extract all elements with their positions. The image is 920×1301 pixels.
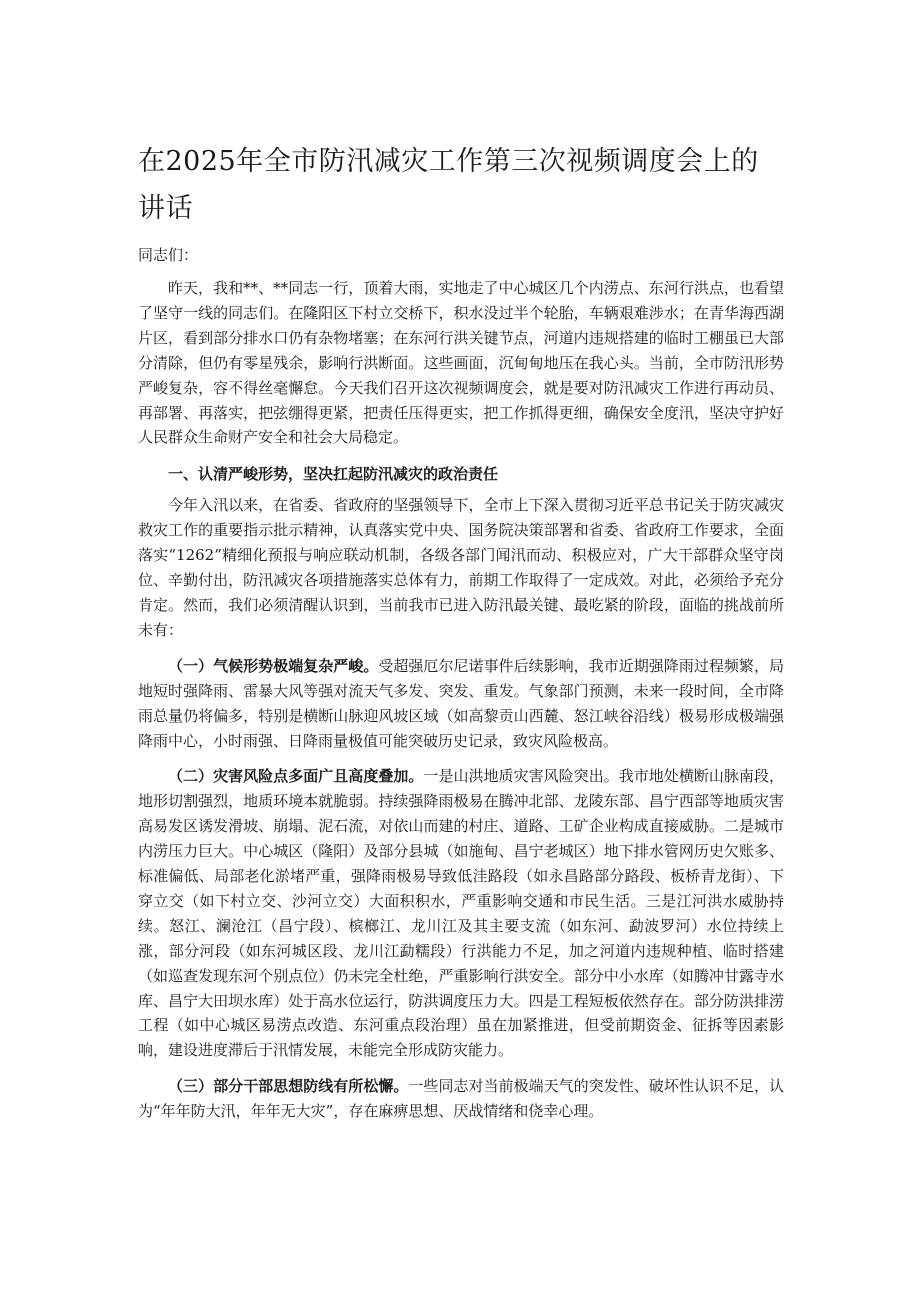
salutation: 同志们： (138, 246, 199, 264)
document-title: 在2025年全市防汛减灾工作第三次视频调度会上的讲话 (138, 146, 759, 224)
point-2-body: 一是山洪地质灾害风险突出。我市地处横断山脉南段，地形切割强烈，地质环境本就脆弱。持续强降雨极易在腾冲北部、龙陵东部、昌宁西部等地质灾害高易发区诱发滑坡、崩塌、泥石流，对依山而建的村庄、道路、工矿企业构成直接威胁。二是城市内涝压力巨大。中心城区（隆阳）及部分县城（如施甸、昌宁老城区）地下排水管网历史欠账多、标准偏低、局部老化淤堵严重，强降雨极易导致低洼路段（如永昌路部分路段、板桥青龙街）、下穿立交（如下村立交、沙河立交）大面积积水，严重影响交通和市民生活。三是江河洪水威胁持续。怒江、澜沧江（昌宁段）、槟榔江、龙川江及其主要支流（如东河、勐波罗河）水位持续上涨，部分河段（如东河城区段、龙川江勐糯段）行洪能力不足，加之河道内违规种植、临时搭建（如巡查发现东河个别点位）仍未完全杜绝，严重影响行洪安全。部分中小水库（如腾冲甘露寺水库、昌宁大田坝水库）处于高水位运行，防洪调度压力大。四是工程短板依然存在。部分防洪排涝工程（如中心城区易涝点改造、东河重点段治理）虽在加紧推进，但受前期资金、征拆等因素影响，建设进度滞后于汛情发展，未能完全形成防灾能力。 (138, 767, 784, 1060)
point-2-heading: （二）灾害风险点多面广且高度叠加。 (168, 767, 424, 786)
point-1-body: 受超强厄尔尼诺事件后续影响，我市近期强降雨过程频繁，局地短时强降雨、雷暴大风等强对流天气多发、突发、重发。气象部门预测，未来一段时间，全市降雨总量仍将偏多，特别是横断山脉迎风坡区域（如高黎贡山西麓、怒江峡谷沿线）极易形成极端强降雨中心，小时雨强、日降雨量极值可能突破历史记录，致灾风险极高。 (138, 656, 784, 750)
point-3-body: 一些同志对当前极端天气的突发性、破坏性认识不足，认为“年年防大汛，年年无大灾”，存在麻痹思想、厌战情绪和侥幸心理。 (138, 1077, 784, 1121)
point-1-paragraph (138, 654, 784, 754)
point-2-paragraph (138, 764, 784, 1063)
section-heading-1: 一、认清严峻形势，坚决扛起防汛减灾的政治责任 (168, 465, 499, 484)
point-3-paragraph (138, 1074, 784, 1124)
intro-paragraph: 昨天，我和**、**同志一行，顶着大雨，实地走了中心城区几个内涝点、东河行洪点，也看望了坚守一线的同志们。在隆阳区下村立交桥下，积水没过半个轮胎，车辆艰难涉水；在青华海西湖片区，看到部分排水口仍有杂物堵塞；在东河行洪关键节点，河道内违规搭建的临时工棚虽已大部分清除，但仍有零星残余，影响行洪断面。这些画面，沉甸甸地压在我心头。当前，全市防汛形势严峻复杂，容不得丝毫懈怠。今天我们召开这次视频调度会，就是要对防汛减灾工作进行再动员、再部署、再落实，把弦绷得更紧，把责任压得更实，把工作抓得更细，确保安全度汛，坚决守护好人民群众生命财产安全和社会大局稳定。 (138, 279, 784, 447)
point-3-heading: （三）部分干部思想防线有所松懈。 (168, 1077, 409, 1096)
point-1-heading: （一）气候形势极端复杂严峻。 (168, 656, 379, 675)
section-1-paragraph: 今年入汛以来，在省委、省政府的坚强领导下，全市上下深入贯彻习近平总书记关于防灾减灾救灾工作的重要指示批示精神，认真落实党中央、国务院决策部署和省委、省政府工作要求，全面落实“1262”精细化预报与响应联动机制，各级各部门闻汛而动、积极应对，广大干部群众坚守岗位、辛勤付出，防汛减灾各项措施落实总体有力，前期工作取得了一定成效。对此，必须给予充分肯定。然而，我们必须清醒认识到，当前我市已进入防汛最关键、最吃紧的阶段，面临的挑战前所未有： (138, 496, 784, 639)
